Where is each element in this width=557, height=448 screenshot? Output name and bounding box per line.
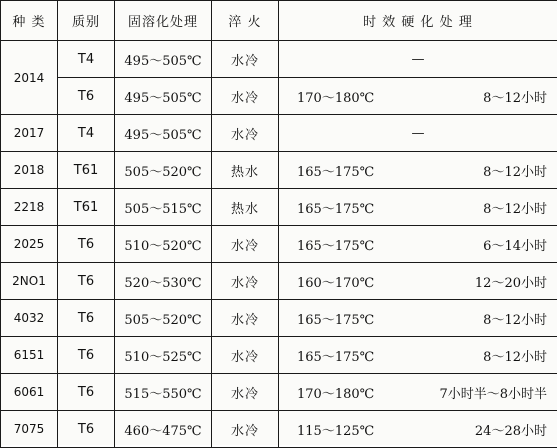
cell-solution: 520～530℃ bbox=[115, 263, 212, 300]
cell-temper: T6 bbox=[58, 374, 115, 411]
cell-grade: 2014 bbox=[1, 41, 58, 115]
cell-solution: 460～475℃ bbox=[115, 411, 212, 448]
cell-aging bbox=[279, 411, 557, 448]
cell-temper: T6 bbox=[58, 411, 115, 448]
cell-solution: 495～505℃ bbox=[115, 41, 212, 78]
cell-quench: 水冷 bbox=[212, 41, 279, 78]
cell-quench: 水冷 bbox=[212, 263, 279, 300]
cell-temper: T4 bbox=[58, 41, 115, 78]
cell-grade: 2NO1 bbox=[1, 263, 58, 300]
cell-solution: 505～520℃ bbox=[115, 152, 212, 189]
cell-quench: 热水 bbox=[212, 152, 279, 189]
cell-quench: 水冷 bbox=[212, 226, 279, 263]
table-row bbox=[1, 411, 557, 448]
cell-temper: T6 bbox=[58, 78, 115, 115]
cell-quench: 水冷 bbox=[212, 300, 279, 337]
table-row bbox=[1, 41, 557, 78]
cell-aging bbox=[279, 374, 557, 411]
cell-grade: 2025 bbox=[1, 226, 58, 263]
table-row bbox=[1, 115, 557, 152]
aging-temp: 160～170℃ bbox=[297, 272, 374, 291]
table-row bbox=[1, 374, 557, 411]
header-row bbox=[1, 1, 557, 41]
cell-solution: 505～515℃ bbox=[115, 189, 212, 226]
cell-quench: 水冷 bbox=[212, 337, 279, 374]
cell-temper: T61 bbox=[58, 152, 115, 189]
cell-temper: T6 bbox=[58, 226, 115, 263]
aging-temp: 165～175℃ bbox=[297, 309, 374, 328]
cell-solution: 510～520℃ bbox=[115, 226, 212, 263]
aging-temp: 115～125℃ bbox=[297, 420, 374, 439]
cell-quench: 水冷 bbox=[212, 374, 279, 411]
cell-solution: 495～505℃ bbox=[115, 115, 212, 152]
aging-dash: — bbox=[412, 126, 425, 141]
table-row bbox=[1, 189, 557, 226]
cell-aging bbox=[279, 78, 557, 115]
aging-temp: 170～180℃ bbox=[297, 87, 374, 106]
table-row bbox=[1, 300, 557, 337]
aging-time: 8～12小时 bbox=[483, 309, 547, 328]
aging-temp: 165～175℃ bbox=[297, 161, 374, 180]
cell-solution: 515～550℃ bbox=[115, 374, 212, 411]
cell-temper: T6 bbox=[58, 300, 115, 337]
cell-grade: 2017 bbox=[1, 115, 58, 152]
header-quench: 淬 火 bbox=[212, 1, 279, 41]
cell-temper: T4 bbox=[58, 115, 115, 152]
header-aging: 时 效 硬 化 处 理 bbox=[279, 1, 557, 41]
cell-temper: T6 bbox=[58, 337, 115, 374]
table-row bbox=[1, 226, 557, 263]
header-solution: 固溶化处理 bbox=[115, 1, 212, 41]
aging-time: 8～12小时 bbox=[483, 198, 547, 217]
cell-aging bbox=[279, 226, 557, 263]
cell-aging bbox=[279, 189, 557, 226]
aging-temp: 165～175℃ bbox=[297, 346, 374, 365]
aging-time: 24～28小时 bbox=[475, 420, 547, 439]
aging-temp: 165～175℃ bbox=[297, 235, 374, 254]
cell-aging bbox=[279, 115, 557, 152]
aging-time: 8～12小时 bbox=[483, 87, 547, 106]
cell-grade: 6061 bbox=[1, 374, 58, 411]
cell-temper: T61 bbox=[58, 189, 115, 226]
aging-time: 8～12小时 bbox=[483, 161, 547, 180]
cell-quench: 水冷 bbox=[212, 411, 279, 448]
header-temper: 质别 bbox=[58, 1, 115, 41]
cell-aging bbox=[279, 41, 557, 78]
cell-aging bbox=[279, 300, 557, 337]
cell-quench: 水冷 bbox=[212, 78, 279, 115]
cell-aging bbox=[279, 263, 557, 300]
aging-time: 6～14小时 bbox=[483, 235, 547, 254]
cell-grade: 4032 bbox=[1, 300, 58, 337]
aging-time: 12～20小时 bbox=[475, 272, 547, 291]
table-row bbox=[1, 152, 557, 189]
aging-time: 7小时半～8小时半 bbox=[439, 383, 547, 402]
cell-grade: 6151 bbox=[1, 337, 58, 374]
cell-quench: 水冷 bbox=[212, 115, 279, 152]
cell-grade: 2018 bbox=[1, 152, 58, 189]
table-row bbox=[1, 337, 557, 374]
cell-grade: 2218 bbox=[1, 189, 58, 226]
cell-solution: 505～520℃ bbox=[115, 300, 212, 337]
aging-temp: 165～175℃ bbox=[297, 198, 374, 217]
cell-temper: T6 bbox=[58, 263, 115, 300]
aging-temp: 170～180℃ bbox=[297, 383, 374, 402]
table-row bbox=[1, 78, 557, 115]
cell-aging bbox=[279, 152, 557, 189]
cell-quench: 热水 bbox=[212, 189, 279, 226]
aging-dash: — bbox=[412, 52, 425, 67]
cell-solution: 510～525℃ bbox=[115, 337, 212, 374]
cell-aging bbox=[279, 337, 557, 374]
cell-solution: 495～505℃ bbox=[115, 78, 212, 115]
aging-time: 8～12小时 bbox=[483, 346, 547, 365]
header-grade: 种 类 bbox=[1, 1, 58, 41]
cell-grade: 7075 bbox=[1, 411, 58, 448]
table-row bbox=[1, 263, 557, 300]
